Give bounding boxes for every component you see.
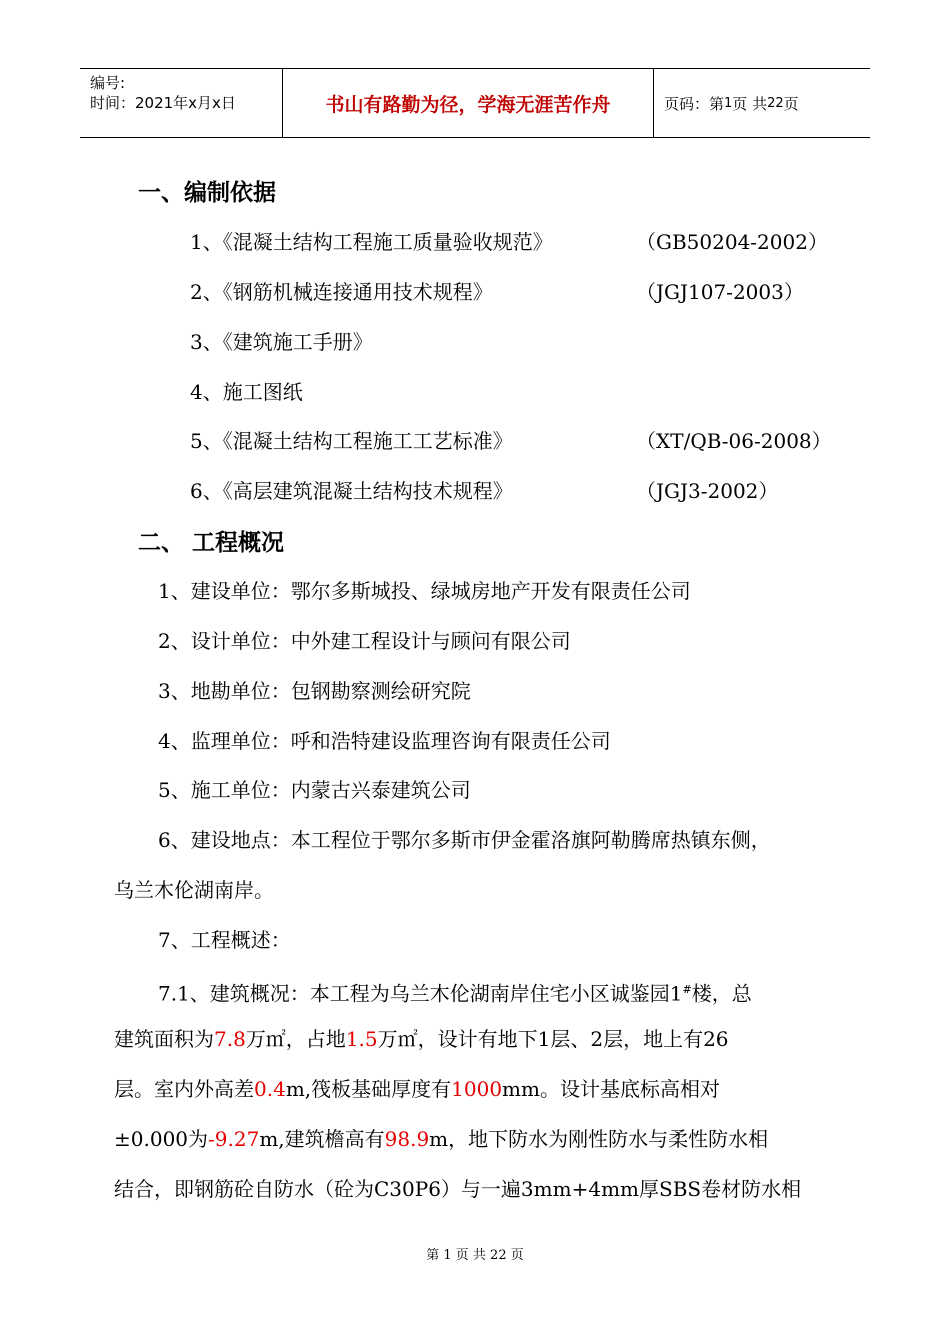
- paragraph-7-1-line-5: 结合，即钢筋砼自防水（砼为C30P6）与一遍3mm+4mm厚SBS卷材防水相: [114, 1177, 802, 1201]
- paragraph-7-1-line-1: 7.1、建筑概况：本工程为乌兰木伦湖南岸住宅小区诚鉴园1#楼，总: [158, 981, 752, 1006]
- page-total: 22: [767, 95, 784, 111]
- eave-height-value: 98.9: [384, 1127, 430, 1151]
- basis-standard: （JGJ107-2003）: [636, 280, 804, 304]
- basis-item: 5、《混凝土结构工程施工工艺标准》: [190, 429, 513, 453]
- raft-thickness-value: 1000: [451, 1077, 503, 1101]
- page-current: 1: [724, 95, 733, 111]
- height-difference-value: 0.4: [254, 1077, 286, 1101]
- basis-standard: （GB50204-2002）: [636, 230, 828, 254]
- overview-item: 3、地勘单位：包钢勘察测绘研究院: [158, 679, 471, 703]
- basis-item: 6、《高层建筑混凝土结构技术规程》: [190, 479, 513, 503]
- overview-item: 1、建设单位：鄂尔多斯城投、绿城房地产开发有限责任公司: [158, 579, 691, 603]
- section-title-basis: 一、编制依据: [138, 180, 276, 206]
- section-title-overview: 二、 工程概况: [138, 530, 285, 556]
- basis-item: 4、施工图纸: [190, 380, 303, 404]
- header-motto: 书山有路勤为径，学海无涯苦作舟: [282, 69, 654, 137]
- overview-item: 5、施工单位：内蒙古兴泰建筑公司: [158, 778, 471, 802]
- overview-item: 4、监理单位：呼和浩特建设监理咨询有限责任公司: [158, 729, 611, 753]
- page-prefix: 页码：第: [664, 94, 725, 113]
- header-left-cell: [80, 69, 282, 137]
- time-label: 时间：2021年x月x日: [90, 94, 236, 112]
- building-area-value: 7.8: [214, 1027, 246, 1051]
- page-footer: 第 1 页 共 22 页: [426, 1248, 524, 1263]
- page-mid: 页 共: [732, 94, 768, 113]
- page-suffix: 页: [783, 94, 799, 113]
- overview-item: 2、设计单位：中外建工程设计与顾问有限公司: [158, 629, 571, 653]
- paragraph-7-1-line-4: ±0.000为-9.27m,建筑檐高有98.9m，地下防水为刚性防水与柔性防水相: [114, 1127, 769, 1151]
- land-area-value: 1.5: [345, 1027, 378, 1051]
- overview-item: 6、建设地点：本工程位于鄂尔多斯市伊金霍洛旗阿勒腾席热镇东侧，: [158, 828, 771, 852]
- basis-item: 1、《混凝土结构工程施工质量验收规范》: [190, 230, 553, 254]
- overview-item-continuation: 乌兰木伦湖南岸。: [114, 878, 274, 902]
- basis-standard: （XT/QB-06-2008）: [636, 429, 832, 453]
- header-page-info: [654, 69, 870, 137]
- base-elevation-value: -9.27: [208, 1127, 260, 1151]
- basis-item: 2、《钢筋机械连接通用技术规程》: [190, 280, 493, 304]
- basis-item: 3、《建筑施工手册》: [190, 330, 373, 354]
- number-label: 编号:: [90, 74, 126, 92]
- overview-item: 7、工程概述：: [158, 928, 291, 952]
- paragraph-7-1-line-2: 建筑面积为7.8万㎡，占地1.5万㎡，设计有地下1层、2层，地上有26: [114, 1027, 729, 1051]
- basis-standard: （JGJ3-2002）: [636, 479, 779, 503]
- page-header: [80, 68, 870, 138]
- paragraph-7-1-line-3: 层。室内外高差0.4m,筏板基础厚度有1000mm。设计基底标高相对: [114, 1077, 720, 1101]
